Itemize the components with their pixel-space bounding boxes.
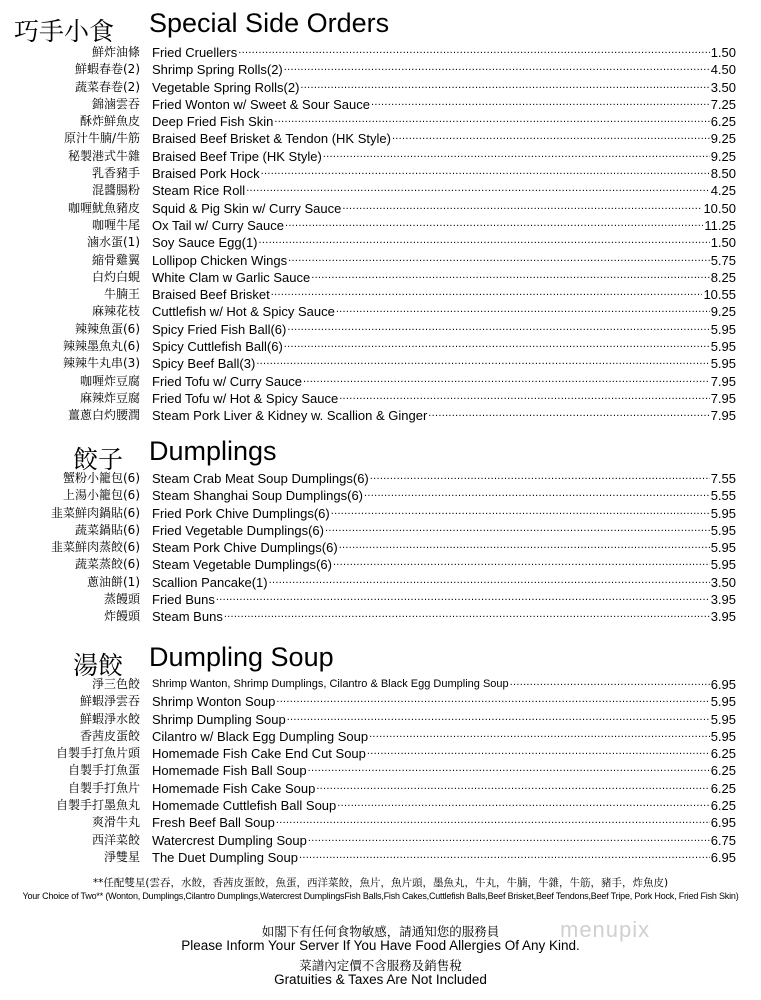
menu-item <box>0 407 761 424</box>
item-line <box>152 814 736 831</box>
item-name-zh: 自製手打魚片頭 <box>55 746 140 761</box>
item-name-en: Fried Wonton w/ Sweet & Sour Sauce <box>152 96 370 112</box>
menu-item <box>0 61 761 78</box>
item-line <box>152 252 736 269</box>
item-line <box>152 286 736 303</box>
item-name-en: Scallion Pancake(1) <box>152 574 268 590</box>
item-name-zh: 秘製港式牛雜 <box>67 148 140 163</box>
dot-leader <box>274 113 709 130</box>
dot-leader <box>303 373 710 390</box>
item-name-en: Fried Cruellers <box>152 45 238 60</box>
menu-item <box>0 676 761 693</box>
menu-item <box>0 849 761 866</box>
item-name-en: Shrimp Wonton Soup <box>152 694 276 710</box>
item-price: 10.50 <box>703 200 736 216</box>
menu-item <box>0 693 761 710</box>
section-dumplings <box>0 436 761 626</box>
menu-item <box>0 148 761 165</box>
tax-note-zh: 菜譜內定價不含服務及銷售稅 <box>299 958 462 973</box>
dot-leader <box>339 539 710 556</box>
dot-leader <box>308 832 710 849</box>
item-price: 5.55 <box>710 488 736 504</box>
dot-leader <box>325 522 710 539</box>
item-name-zh: 淨三色餃 <box>91 677 140 691</box>
item-name-en: Cilantro w/ Black Egg Dumpling Soup <box>152 728 369 744</box>
item-price: 6.95 <box>710 849 736 865</box>
dot-leader <box>364 487 710 504</box>
item-name-zh: 混醬腸粉 <box>91 183 140 198</box>
item-name-en: Braised Pork Hock <box>152 166 260 182</box>
item-name-en: Cuttlefish w/ Hot & Spicy Sauce <box>152 304 335 320</box>
section-dumpling-soup <box>0 642 761 866</box>
item-line <box>152 165 736 182</box>
item-name-en: Squid & Pig Skin w/ Curry Sauce <box>152 200 342 216</box>
item-name-en: Spicy Fried Fish Ball(6) <box>152 321 287 337</box>
item-price: 3.95 <box>710 592 736 608</box>
menu-item <box>0 522 761 539</box>
item-line <box>152 217 736 234</box>
menu-item <box>0 556 761 573</box>
choice-note-zh: **任配雙星(雲吞，水餃，香茜皮蛋餃，魚蛋，西洋菜餃，魚片，魚片頭，墨魚丸，牛丸，牛腩，牛雜，牛筋，豬手，炸魚皮) <box>92 877 669 889</box>
item-name-zh: 鮮炸油條 <box>91 45 140 59</box>
menu-item <box>0 79 761 96</box>
item-line <box>152 130 736 147</box>
item-line <box>152 522 736 539</box>
dot-leader <box>285 217 703 234</box>
item-name-zh: 辣辣魚蛋(6) <box>75 321 140 336</box>
menu-item <box>0 539 761 556</box>
dot-leader <box>216 591 710 608</box>
item-line <box>152 693 736 710</box>
item-price: 6.75 <box>710 832 736 848</box>
item-line <box>152 780 736 797</box>
item-name-en: Spicy Beef Ball(3) <box>152 356 256 372</box>
dot-leader <box>311 269 709 286</box>
menu-item <box>0 591 761 608</box>
item-name-zh: 蔬菜蒸餃(6) <box>75 557 140 572</box>
item-name-en: The Duet Dumpling Soup <box>152 849 298 865</box>
menu-item <box>0 44 761 61</box>
item-line <box>152 505 736 522</box>
item-line <box>152 234 736 251</box>
menu-item <box>0 303 761 320</box>
item-name-zh: 炸饅頭 <box>103 609 140 624</box>
item-name-en: Shrimp Spring Rolls(2) <box>152 62 283 78</box>
item-price: 5.95 <box>710 557 736 573</box>
item-line <box>152 96 736 113</box>
section-title-en: Dumplings <box>149 436 277 466</box>
item-price: 7.95 <box>710 408 736 424</box>
item-line <box>152 470 736 487</box>
item-name-en: Lollipop Chicken Wings <box>152 252 288 268</box>
dot-leader <box>288 252 710 269</box>
item-price: 5.75 <box>710 252 736 268</box>
item-price: 1.50 <box>710 235 736 251</box>
item-name-en: Homemade Fish Cake Soup <box>152 780 316 796</box>
menu-item <box>0 200 761 217</box>
item-line <box>152 79 736 96</box>
item-name-en: Fried Pork Chive Dumplings(6) <box>152 505 330 521</box>
item-name-en: Fried Vegetable Dumplings(6) <box>152 522 324 538</box>
item-name-zh: 白灼白蜆 <box>91 269 140 284</box>
dot-leader <box>371 96 710 113</box>
allergy-note-zh: 如閣下有任何食物敏感，請通知您的服務員 <box>261 924 500 939</box>
item-price: 5.95 <box>710 711 736 727</box>
item-line <box>152 113 736 130</box>
item-price: 5.95 <box>710 321 736 337</box>
item-line <box>152 390 736 407</box>
item-name-zh: 辣辣墨魚丸(6) <box>63 339 140 354</box>
item-name-zh: 咖喱魷魚豬皮 <box>67 200 140 215</box>
item-price: 3.50 <box>710 79 736 95</box>
dot-leader <box>510 676 710 693</box>
item-line <box>152 355 736 372</box>
dot-leader <box>392 130 710 147</box>
item-price: 5.95 <box>710 540 736 556</box>
item-name-en: Watercrest Dumpling Soup <box>152 832 307 848</box>
item-name-en: Shrimp Wanton, Shrimp Dumplings, Cilantro & Black Egg Dumpling Soup <box>152 678 509 690</box>
section-title-en: Special Side Orders <box>149 8 390 38</box>
item-price: 7.25 <box>710 96 736 112</box>
item-name-zh: 自製手打魚片 <box>67 780 140 795</box>
watermark: menupix <box>560 917 651 942</box>
item-price: 5.95 <box>710 522 736 538</box>
menu-item <box>0 338 761 355</box>
item-price: 7.95 <box>710 373 736 389</box>
menu-item <box>0 165 761 182</box>
item-name-en: Braised Beef Brisket & Tendon (HK Style) <box>152 131 391 147</box>
dot-leader <box>323 148 710 165</box>
dot-leader <box>284 338 710 355</box>
dot-leader <box>367 745 710 762</box>
dot-leader <box>224 608 710 625</box>
menu-item <box>0 728 761 745</box>
item-name-en: Fried Buns <box>152 592 215 608</box>
menu-item <box>0 797 761 814</box>
menu-item <box>0 390 761 407</box>
item-name-zh: 蟹粉小籠包(6) <box>63 471 140 485</box>
item-name-en: Ox Tail w/ Curry Sauce <box>152 217 284 233</box>
dot-leader <box>337 797 709 814</box>
dot-leader <box>370 470 710 487</box>
dot-leader <box>284 61 710 78</box>
item-line <box>152 407 736 424</box>
item-list <box>0 676 761 866</box>
allergy-note-en: Please Inform Your Server If You Have Food Allergies Of Any Kind. <box>181 938 580 953</box>
item-name-zh: 蔬菜鍋貼(6) <box>75 522 140 537</box>
item-price: 6.95 <box>710 677 736 692</box>
dot-leader <box>308 762 710 779</box>
item-name-en: Steam Shanghai Soup Dumplings(6) <box>152 488 364 504</box>
item-name-zh: 西洋菜餃 <box>91 832 140 847</box>
menu-item <box>0 574 761 591</box>
item-name-zh: 韭菜鮮肉蒸餃(6) <box>51 540 140 555</box>
item-price: 1.50 <box>710 45 736 60</box>
item-price: 6.95 <box>710 815 736 831</box>
item-line <box>152 762 736 779</box>
item-name-zh: 自製手打墨魚丸 <box>55 798 140 813</box>
item-price: 6.25 <box>710 114 736 130</box>
item-list <box>0 44 761 425</box>
item-name-zh: 自製手打魚蛋 <box>67 763 140 778</box>
item-name-zh: 香茜皮蛋餃 <box>79 728 140 743</box>
item-name-zh: 鮮蝦淨雲吞 <box>79 694 140 709</box>
menu-item <box>0 286 761 303</box>
item-line <box>152 373 736 390</box>
menu-item <box>0 470 761 487</box>
item-price: 7.95 <box>710 390 736 406</box>
dot-leader <box>339 390 710 407</box>
item-name-zh: 蔬菜春卷(2) <box>75 79 140 94</box>
item-list <box>0 470 761 626</box>
dot-leader <box>256 355 709 372</box>
item-name-en: Homemade Cuttlefish Ball Soup <box>152 798 337 814</box>
item-name-zh: 原汁牛腩/牛筋 <box>63 131 140 146</box>
item-name-zh: 滷水蛋(1) <box>87 235 140 250</box>
dot-leader <box>342 200 702 217</box>
dot-leader <box>276 693 709 710</box>
item-name-zh: 牛腩王 <box>103 287 140 302</box>
item-price: 5.95 <box>710 694 736 710</box>
menu-item <box>0 814 761 831</box>
item-name-en: Steam Vegetable Dumplings(6) <box>152 557 332 573</box>
dot-leader <box>238 44 709 61</box>
item-name-en: Homemade Fish Cake End Cut Soup <box>152 746 366 762</box>
dot-leader <box>369 728 710 745</box>
item-line <box>152 797 736 814</box>
dot-leader <box>259 234 710 251</box>
section-title <box>0 642 761 680</box>
item-line <box>152 849 736 866</box>
dot-leader <box>336 303 710 320</box>
item-price: 4.25 <box>710 183 736 199</box>
dot-leader <box>246 182 709 199</box>
section-title <box>0 8 761 46</box>
item-name-zh: 乳香豬手 <box>91 166 140 181</box>
menu-item <box>0 321 761 338</box>
item-price: 9.25 <box>710 131 736 147</box>
item-name-zh: 上湯小籠包(6) <box>63 488 140 503</box>
item-name-en: Shrimp Dumpling Soup <box>152 711 286 727</box>
item-name-zh: 蔥油餅(1) <box>87 574 140 589</box>
item-name-zh: 鮮蝦淨水餃 <box>79 711 140 726</box>
section-title-zh: 巧手小食 <box>14 17 115 46</box>
item-price: 9.25 <box>710 148 736 164</box>
dot-leader <box>287 711 710 728</box>
item-name-en: Homemade Fish Ball Soup <box>152 763 307 779</box>
item-name-zh: 酥炸鮮魚皮 <box>79 114 140 129</box>
item-price: 8.50 <box>710 166 736 182</box>
item-line <box>152 200 736 217</box>
dot-leader <box>299 849 710 866</box>
menu-item <box>0 608 761 625</box>
item-price: 9.25 <box>710 304 736 320</box>
item-name-en: Steam Rice Roll <box>152 183 246 199</box>
item-name-zh: 蒸饅頭 <box>103 592 140 607</box>
menu-item <box>0 252 761 269</box>
item-price: 5.95 <box>710 505 736 521</box>
dot-leader <box>300 79 709 96</box>
item-price: 10.55 <box>703 287 736 303</box>
dot-leader <box>428 407 709 424</box>
item-line <box>152 556 736 573</box>
item-line <box>152 321 736 338</box>
menu-item <box>0 745 761 762</box>
item-line <box>152 303 736 320</box>
menu-item <box>0 234 761 251</box>
item-name-en: Steam Buns <box>152 609 223 625</box>
item-name-zh: 鮮蝦春卷(2) <box>75 62 140 77</box>
item-name-en: Steam Pork Chive Dumplings(6) <box>152 540 338 556</box>
item-price: 6.25 <box>710 746 736 762</box>
item-name-en: Fresh Beef Ball Soup <box>152 815 275 831</box>
section-title-zh: 湯餃 <box>73 651 124 680</box>
choice-note-en: Your Choice of Two** (Wonton, Dumplings,Cilantro Dumplings,Watercrest DumplingsFish Balls,Fish Cakes,Cuttlefish Balls,Beef Brisket,Beef Tendons,Beef Tripe, Pork Hock, Fried Fish Skin) <box>22 891 739 901</box>
dot-leader <box>331 505 710 522</box>
menu-item <box>0 96 761 113</box>
section-title <box>0 436 761 474</box>
item-line <box>152 676 736 693</box>
menu-item <box>0 711 761 728</box>
item-line <box>152 745 736 762</box>
menu-item <box>0 505 761 522</box>
menu-item <box>0 832 761 849</box>
menu-item <box>0 780 761 797</box>
menu-item <box>0 217 761 234</box>
item-line <box>152 61 736 78</box>
dot-leader <box>276 814 710 831</box>
section-side-orders <box>0 8 761 425</box>
item-price: 11.25 <box>704 217 736 233</box>
menu-item <box>0 762 761 779</box>
menu-item <box>0 373 761 390</box>
item-price: 4.50 <box>710 62 736 78</box>
item-name-zh: 麻辣花枝 <box>91 304 140 319</box>
menu-item <box>0 182 761 199</box>
item-name-zh: 咖喱炸豆腐 <box>79 373 140 388</box>
item-name-en: Soy Sauce Egg(1) <box>152 235 258 251</box>
item-name-zh: 縮骨雞翼 <box>91 252 140 267</box>
dot-leader <box>271 286 703 303</box>
item-price: 5.95 <box>710 728 736 744</box>
item-name-zh: 辣辣牛丸串(3) <box>63 356 140 371</box>
item-line <box>152 269 736 286</box>
item-price: 6.25 <box>710 763 736 779</box>
item-line <box>152 574 736 591</box>
item-name-en: Steam Pork Liver & Kidney w. Scallion & Ginger <box>152 408 428 424</box>
dot-leader <box>269 574 710 591</box>
item-name-en: Fried Tofu w/ Hot & Spicy Sauce <box>152 390 339 406</box>
item-price: 5.95 <box>710 356 736 372</box>
item-name-en: Braised Beef Brisket <box>152 287 270 303</box>
item-name-en: Steam Crab Meat Soup Dumplings(6) <box>152 471 369 486</box>
dot-leader <box>261 165 710 182</box>
item-line <box>152 487 736 504</box>
menu-item <box>0 355 761 372</box>
item-name-zh: 韭菜鮮肉鍋貼(6) <box>51 505 140 520</box>
tax-note-en: Gratuities & Taxes Are Not Included <box>274 972 487 987</box>
menu-item <box>0 130 761 147</box>
section-title-en: Dumpling Soup <box>149 642 334 672</box>
item-price: 5.95 <box>710 339 736 355</box>
item-price: 3.95 <box>710 609 736 625</box>
item-price: 6.25 <box>710 798 736 814</box>
item-line <box>152 608 736 625</box>
item-line <box>152 539 736 556</box>
item-line <box>152 591 736 608</box>
item-price: 7.55 <box>710 471 736 486</box>
item-name-zh: 錦滷雲吞 <box>91 96 140 111</box>
item-name-zh: 爽滑牛丸 <box>91 815 140 830</box>
item-name-en: Fried Tofu w/ Curry Sauce <box>152 373 303 389</box>
menu-item <box>0 269 761 286</box>
item-line <box>152 148 736 165</box>
item-name-en: Braised Beef Tripe (HK Style) <box>152 148 322 164</box>
item-name-zh: 薑蔥白灼腰潤 <box>67 408 140 423</box>
item-line <box>152 832 736 849</box>
dot-leader <box>287 321 709 338</box>
item-name-en: Vegetable Spring Rolls(2) <box>152 79 300 95</box>
item-name-zh: 淨雙星 <box>103 849 140 864</box>
item-line <box>152 711 736 728</box>
item-line <box>152 44 736 61</box>
item-line <box>152 338 736 355</box>
item-name-zh: 咖喱牛尾 <box>91 217 140 232</box>
item-line <box>152 182 736 199</box>
menu-item <box>0 113 761 130</box>
item-line <box>152 728 736 745</box>
item-price: 8.25 <box>710 269 736 285</box>
item-name-zh: 麻辣炸豆腐 <box>79 390 140 405</box>
item-price: 6.25 <box>710 780 736 796</box>
item-name-en: Spicy Cuttlefish Ball(6) <box>152 339 283 355</box>
menu-item <box>0 487 761 504</box>
item-name-en: Deep Fried Fish Skin <box>152 114 274 130</box>
dot-leader <box>333 556 710 573</box>
item-name-en: White Clam w Garlic Sauce <box>152 269 311 285</box>
item-price: 3.50 <box>710 574 736 590</box>
section-title-zh: 餃子 <box>73 445 124 474</box>
dot-leader <box>316 780 709 797</box>
